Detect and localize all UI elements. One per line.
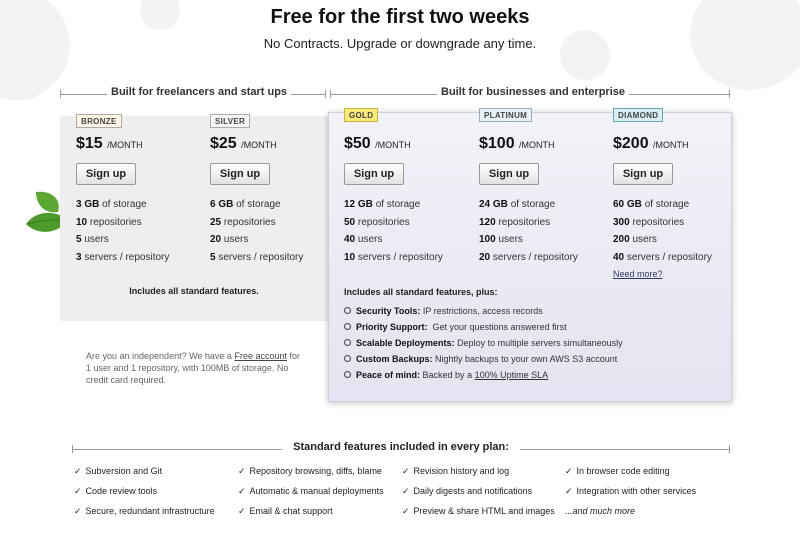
check-icon: ✓ <box>74 506 82 516</box>
plan-price: $50 /MONTH <box>344 135 411 152</box>
plan-price: $100 /MONTH <box>479 135 555 152</box>
page-subtitle: No Contracts. Upgrade or downgrade any time. <box>263 36 537 51</box>
check-icon: ✓ <box>402 506 410 516</box>
uptime-sla-link[interactable]: 100% Uptime SLA <box>474 370 549 380</box>
plus-feature-item: Custom Backups: Nightly backups to your own AWS S3 account <box>344 354 617 364</box>
sign-up-button[interactable]: Sign up <box>210 163 270 185</box>
list-item: ✓ Code review tools <box>74 486 158 496</box>
list-item: ✓ Secure, redundant infrastructure <box>74 506 215 516</box>
bullet-icon <box>344 371 351 378</box>
check-icon: ✓ <box>238 506 246 516</box>
list-item: ✓ In browser code editing <box>565 466 670 476</box>
plan-badge: DIAMOND <box>613 108 663 122</box>
plan-specs: 60 GB of storage 300 repositories 200 users 40 servers / repository Need more? <box>613 199 712 279</box>
group-header-business <box>330 86 730 102</box>
check-icon: ✓ <box>565 466 573 476</box>
plan-specs: 6 GB of storage 25 repositories 20 users 5 servers / repository <box>210 199 304 263</box>
plan-specs: 3 GB of storage 10 repositories 5 users 3 servers / repository <box>76 199 170 263</box>
check-icon: ✓ <box>565 486 573 496</box>
plan-price: $15 /MONTH <box>76 135 143 152</box>
standard-features-header <box>72 441 730 457</box>
plan-badge: BRONZE <box>76 114 122 128</box>
group-label-business: Built for businesses and enterprise <box>437 86 629 98</box>
standard-features-title: Standard features included in every plan: <box>293 441 509 453</box>
plus-features-title: Includes all standard features, plus: <box>344 287 498 297</box>
plan-price: $200 /MONTH <box>613 135 689 152</box>
plus-feature-item: Scalable Deployments: Deploy to multiple servers simultaneously <box>344 338 623 348</box>
check-icon: ✓ <box>74 486 82 496</box>
plan-badge: GOLD <box>344 108 378 122</box>
plus-feature-item: Priority Support: Get your questions answered first <box>344 322 567 332</box>
plus-feature-item: Security Tools: IP restrictions, access records <box>344 306 543 316</box>
group-label-freelancers: Built for freelancers and start ups <box>107 86 291 98</box>
need-more-link[interactable]: Need more? <box>613 269 663 279</box>
standard-features-note: Includes all standard features. <box>129 286 259 296</box>
plan-price: $25 /MONTH <box>210 135 277 152</box>
plan-badge: PLATINUM <box>479 108 532 122</box>
free-account-link[interactable]: Free account <box>234 351 287 361</box>
plan-specs: 24 GB of storage 120 repositories 100 users 20 servers / repository <box>479 199 578 263</box>
standard-features-column <box>74 466 215 526</box>
bullet-icon <box>344 355 351 362</box>
bullet-icon <box>344 323 351 330</box>
independent-note: Are you an independent? We have a Free account for 1 user and 1 repository, with 100MB of storage. No credit card required. <box>86 351 301 385</box>
group-header-freelancers <box>60 86 326 102</box>
plan-specs: 12 GB of storage 50 repositories 40 users 10 servers / repository <box>344 199 443 263</box>
list-item: ...and much more <box>565 506 636 516</box>
standard-features-column <box>238 466 384 526</box>
check-icon: ✓ <box>238 466 246 476</box>
sign-up-button[interactable]: Sign up <box>479 163 539 185</box>
bullet-icon <box>344 339 351 346</box>
sign-up-button[interactable]: Sign up <box>613 163 673 185</box>
list-item: ✓ Preview & share HTML and images <box>402 506 555 516</box>
sign-up-button[interactable]: Sign up <box>344 163 404 185</box>
list-item: ✓ Email & chat support <box>238 506 333 516</box>
plan-badge: SILVER <box>210 114 250 128</box>
list-item: ✓ Revision history and log <box>402 466 510 476</box>
list-item: ✓ Integration with other services <box>565 486 697 496</box>
check-icon: ✓ <box>238 486 246 496</box>
sign-up-button[interactable]: Sign up <box>76 163 136 185</box>
bullet-icon <box>344 307 351 314</box>
list-item: ✓ Subversion and Git <box>74 466 163 476</box>
list-item: ✓ Automatic & manual deployments <box>238 486 384 496</box>
plus-feature-item: Peace of mind: Backed by a 100% Uptime SLA <box>344 370 548 380</box>
check-icon: ✓ <box>402 486 410 496</box>
standard-features-column <box>402 466 555 526</box>
check-icon: ✓ <box>402 466 410 476</box>
page-title: Free for the first two weeks <box>270 6 530 28</box>
list-item: ✓ Repository browsing, diffs, blame <box>238 466 382 476</box>
check-icon: ✓ <box>74 466 82 476</box>
list-item: ✓ Daily digests and notifications <box>402 486 533 496</box>
standard-features-column <box>565 466 696 526</box>
